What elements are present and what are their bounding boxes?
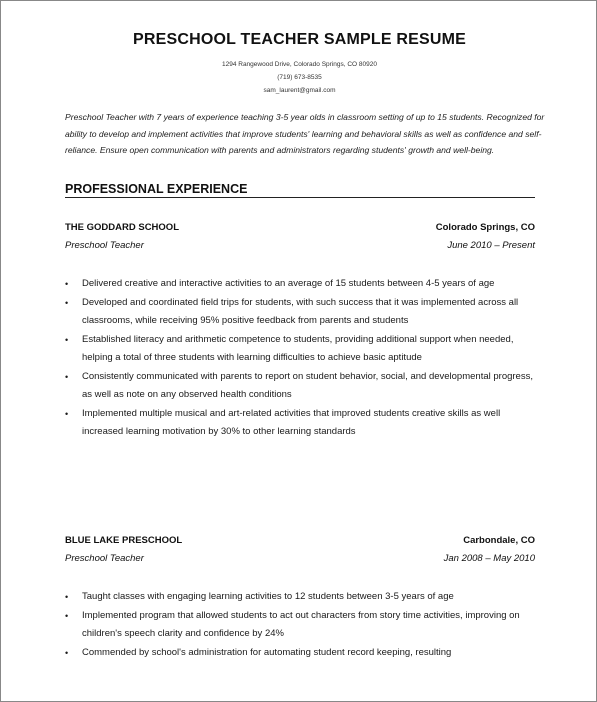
summary-paragraph: Preschool Teacher with 7 years of experience teaching 3-5 year olds in classroom setting of up to 15 students. Recognized for ability to develop and implement activities that improve students' learning and behavioral skills as well as confidence and self-reliance. Ensure open communication with parents and administrators regarding students' growth and well-being. [65,112,545,155]
bullet-text: Delivered creative and interactive activities to an average of 15 students between 4-5 years of age [82,278,495,289]
bullet-text: Established literacy and arithmetic competence to students, providing additional support when needed, helping a total of three students with learning difficulties to achieve basic aptitude [82,333,514,363]
employer-name: BLUE LAKE PRESCHOOL [65,535,183,546]
list-item [65,331,535,368]
contact-address: 1294 Rangewood Drive, Colorado Springs, CO 80920 [221,61,377,68]
job-location: Colorado Springs, CO [435,222,535,233]
job-location: Carbondale, CO [463,535,535,546]
bullet-icon: • [65,334,69,345]
bullet-text: Consistently communicated with parents to report on student behavior, social, and developmental progress, as well as note on any observed health conditions [82,370,533,400]
list-item [65,644,535,663]
bullet-icon: • [65,592,69,602]
list-item [65,607,535,644]
job-role: Preschool Teacher [65,240,144,251]
bullet-icon: • [65,297,69,308]
bullet-icon: • [65,408,69,419]
job-bullet-list [65,588,535,662]
contact-phone: (719) 673-8535 [277,74,322,81]
bullet-text: Implemented multiple musical and art-related activities that improved students creative skills as well increased learning motivation by 30% to other learning standards [82,407,501,437]
list-item [65,368,535,405]
bullet-text: Taught classes with engaging learning activities to 12 students between 3-5 years of age [82,591,454,602]
list-item [65,294,535,331]
bullet-text: Commended by school's administration for automating student record keeping, resulting [82,646,452,658]
bullet-icon: • [65,647,69,658]
bullet-icon: • [65,371,69,382]
job-dates: June 2010 – Present [447,240,535,251]
employer-name: THE GODDARD SCHOOL [65,222,179,233]
contact-email: sam_laurent@gmail.com [263,87,336,94]
job-bullet-list [65,275,535,442]
bullet-icon: • [65,610,69,621]
list-item [65,275,535,294]
list-item [65,405,535,442]
bullet-text: Developed and coordinated field trips for students, with such success that it was implemented across all classrooms, while receiving 95% positive feedback from parents and students [82,296,519,326]
bullet-icon: • [65,279,69,289]
bullet-text: Implemented program that allowed students to act out characters from story time activities, improving on children's speech clarity and confidence by 24% [82,609,520,639]
section-title-experience: PROFESSIONAL EXPERIENCE [65,182,535,198]
job-role: Preschool Teacher [65,553,144,564]
job-dates: Jan 2008 – May 2010 [443,553,535,564]
resume-title: PRESCHOOL TEACHER SAMPLE RESUME [132,31,467,48]
list-item [65,588,535,607]
